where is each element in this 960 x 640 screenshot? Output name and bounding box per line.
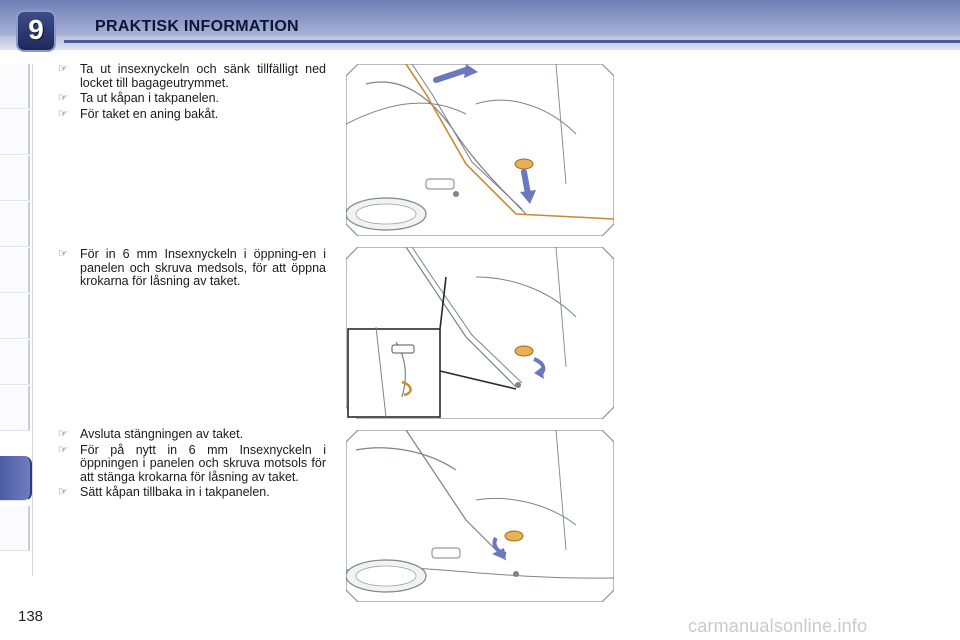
chapter-tab[interactable] [0, 110, 30, 155]
chapter-tab-strip [0, 64, 33, 576]
page-number: 138 [18, 608, 44, 625]
pointing-hand-icon: ☞ [58, 63, 68, 75]
illustration-remove-cover [346, 64, 614, 236]
chapter-tab-active[interactable] [0, 456, 32, 501]
chapter-tab[interactable] [0, 386, 30, 431]
pointing-hand-icon: ☞ [58, 428, 68, 440]
header-strip [0, 36, 960, 50]
illustration-insert-hex-key [346, 247, 614, 419]
instruction-item: ☞ För på nytt in 6 mm Insexnyckeln i öppningen i panelen och skruva motsols för att stänga krokarna för låsning av taket. [58, 442, 326, 484]
illustration-close-roof [346, 430, 614, 602]
pointing-hand-icon: ☞ [58, 92, 68, 104]
chapter-tab[interactable] [0, 202, 30, 247]
instruction-block-2 [58, 248, 326, 291]
page-title: PRAKTISK INFORMATION [95, 18, 299, 35]
instruction-item: ☞ Sätt kåpan tillbaka in i takpanelen. [58, 485, 270, 499]
chapter-tab[interactable] [0, 64, 30, 109]
chapter-tab[interactable] [0, 156, 30, 201]
pointing-hand-icon: ☞ [58, 107, 68, 120]
header-divider [64, 40, 960, 43]
instruction-item: ☞ Ta ut kåpan i takpanelen. [58, 91, 219, 105]
watermark-text: carmanualsonline.info [688, 616, 868, 636]
instruction-block-1 [58, 63, 326, 123]
pointing-hand-icon: ☞ [58, 443, 68, 456]
instruction-item: ☞ För in 6 mm Insexnyckeln i öppning-en i panelen och skruva medsols, för att öppna krokarna för låsning av taket. [58, 247, 326, 288]
chapter-tab[interactable] [0, 294, 30, 339]
chapter-badge [18, 12, 54, 50]
chapter-tab[interactable] [0, 248, 30, 293]
instruction-item: ☞ Ta ut insexnyckeln och sänk tillfälligt ned locket till bagageutrymmet. [58, 62, 326, 90]
instruction-item: ☞ Avsluta stängningen av taket. [58, 427, 244, 441]
chapter-tab[interactable] [0, 506, 30, 551]
pointing-hand-icon: ☞ [58, 486, 68, 498]
instruction-item: ☞ För taket en aning bakåt. [58, 106, 219, 121]
pointing-hand-icon: ☞ [58, 248, 68, 260]
chapter-tab[interactable] [0, 340, 30, 385]
chapter-number: 9 [28, 14, 44, 45]
instruction-block-3 [58, 428, 326, 502]
